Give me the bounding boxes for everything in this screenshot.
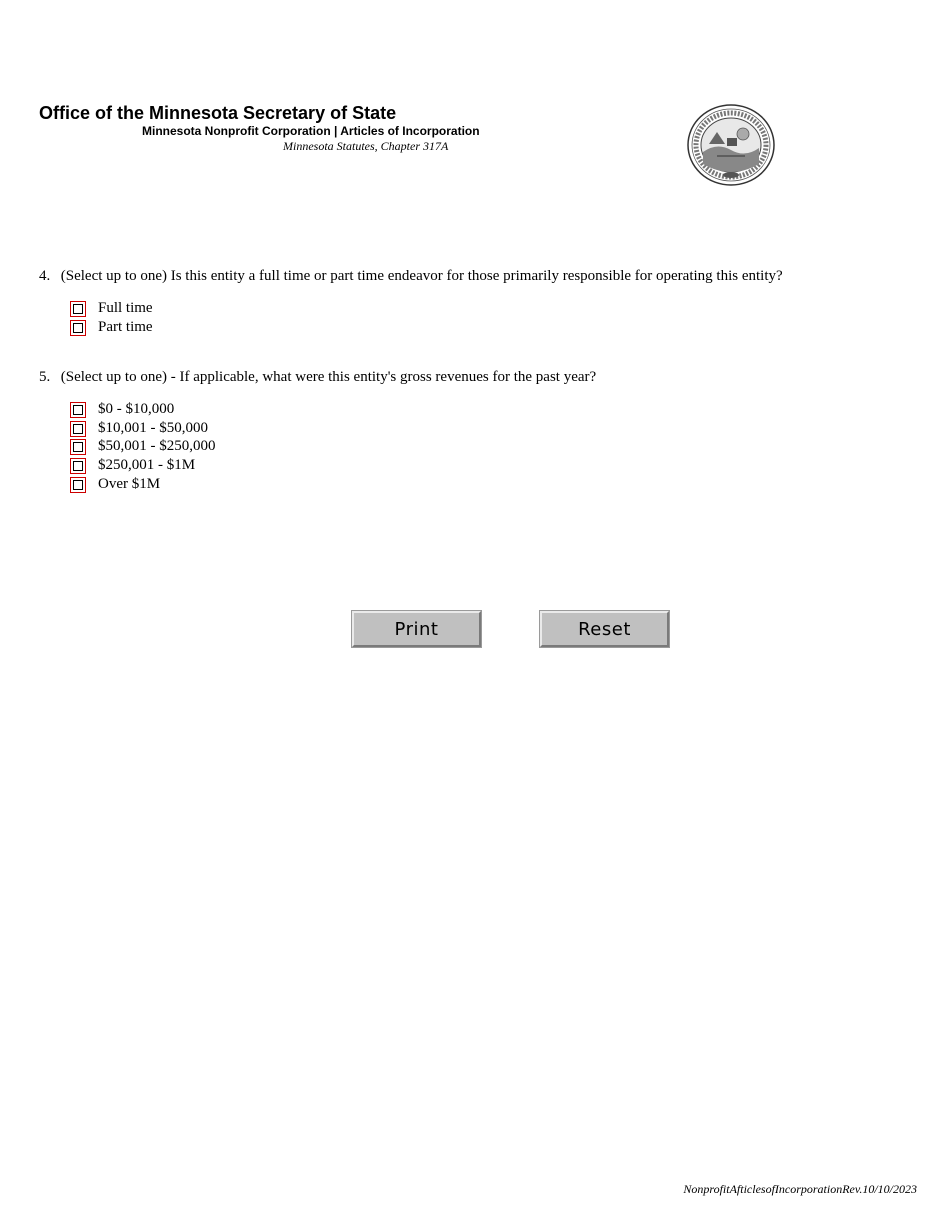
statute-reference: Minnesota Statutes, Chapter 317A: [283, 139, 449, 153]
office-title: Office of the Minnesota Secretary of State: [39, 103, 397, 123]
option-revenue-0-10k[interactable]: [70, 400, 175, 419]
checkbox-revenue-250k-1m[interactable]: [70, 458, 86, 474]
option-full-time[interactable]: [70, 299, 153, 318]
option-revenue-10k-50k-label: $10,001 - $50,000: [98, 420, 208, 436]
option-revenue-10k-50k[interactable]: [70, 419, 208, 438]
question-5-number: 5.: [39, 369, 51, 385]
question-4-number: 4.: [39, 268, 51, 284]
reset-button[interactable]: Reset: [540, 611, 669, 647]
question-5-prompt: (Select up to one) - If applicable, what were this entity's gross revenues for the past year?: [60, 369, 597, 385]
print-button[interactable]: Print: [352, 611, 481, 647]
question-5-text: [39, 369, 596, 386]
checkbox-revenue-0-10k[interactable]: [70, 402, 86, 418]
option-revenue-250k-1m[interactable]: [70, 456, 196, 475]
option-revenue-0-10k-label: $0 - $10,000: [98, 401, 175, 417]
option-revenue-over-1m-label: Over $1M: [98, 476, 161, 492]
question-4-prompt: (Select up to one) Is this entity a full time or part time endeavor for those primarily responsible for operating this entity?: [60, 268, 783, 284]
form-revision-footer: NonprofitAfticlesofIncorporationRev.10/10/2023: [683, 1182, 917, 1196]
checkbox-full-time[interactable]: [70, 301, 86, 317]
option-revenue-250k-1m-label: $250,001 - $1M: [98, 457, 196, 473]
checkbox-part-time[interactable]: [70, 320, 86, 336]
checkbox-revenue-50k-250k[interactable]: [70, 439, 86, 455]
option-revenue-50k-250k[interactable]: [70, 437, 216, 456]
option-revenue-over-1m[interactable]: [70, 475, 161, 494]
checkbox-revenue-10k-50k[interactable]: [70, 421, 86, 437]
option-part-time[interactable]: [70, 318, 153, 337]
form-subtitle: Minnesota Nonprofit Corporation | Articles of Incorporation: [142, 124, 480, 138]
option-part-time-label: Part time: [98, 319, 153, 335]
state-seal-icon: [687, 104, 775, 186]
option-full-time-label: Full time: [98, 300, 153, 316]
question-4-text: [39, 268, 783, 285]
option-revenue-50k-250k-label: $50,001 - $250,000: [98, 438, 216, 454]
checkbox-revenue-over-1m[interactable]: [70, 477, 86, 493]
